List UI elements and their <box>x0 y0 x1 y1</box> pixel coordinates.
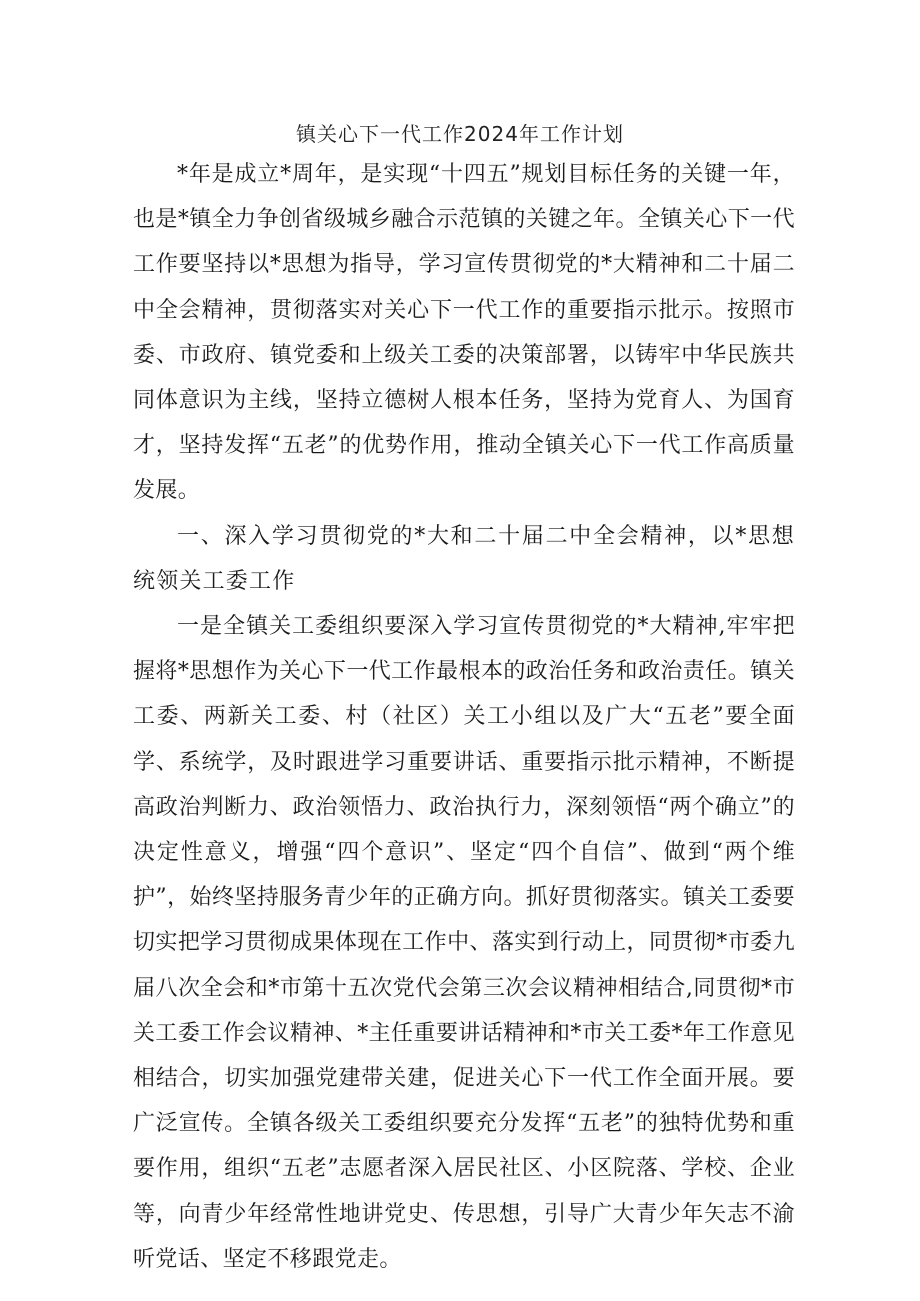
section-heading-1: 一、深入学习贯彻党的*大和二十届二中全会精神，以*思想统领关工委工作 <box>133 523 795 594</box>
intro-paragraph: *年是成立*周年，是实现“十四五”规划目标任务的关键一年，也是*镇全力争创省级城乡融合示范镇的关键之年。全镇关心下一代工作要坚持以*思想为指导，学习宣传贯彻党的*大精神和二十届二中全会精神，贯彻落实对关心下一代工作的重要指示批示。按照市委、市政府、镇党委和上级关工委的决策部署，以铸牢中华民族共同体意识为主线，坚持立德树人根本任务，坚持为党育人、为国育才，坚持发挥“五老”的优势作用，推动全镇关心下一代工作高质量发展。 <box>133 162 795 504</box>
document-body <box>133 152 795 1282</box>
document-title: 镇关心下一代工作2024年工作计划 <box>296 122 624 146</box>
section-1-paragraph: 一是全镇关工委组织要深入学习宣传贯彻党的*大精神,牢牢把握将*思想作为关心下一代工作最根本的政治任务和政治责任。镇关工委、两新关工委、村（社区）关工小组以及广大“五老”要全面学、系统学，及时跟进学习重要讲话、重要指示批示精神，不断提高政治判断力、政治领悟力、政治执行力，深刻领悟“两个确立”的决定性意义，增强“四个意识”、坚定“四个自信”、做到“两个维护”，始终坚持服务青少年的正确方向。抓好贯彻落实。镇关工委要切实把学习贯彻成果体现在工作中、落实到行动上，同贯彻*市委九届八次全会和*市第十五次党代会第三次会议精神相结合,同贯彻*市关工委工作会议精神、*主任重要讲话精神和*市关工委*年工作意见相结合，切实加强党建带关建，促进关心下一代工作全面开展。要广泛宣传。全镇各级关工委组织要充分发挥“五老”的独特优势和重要作用，组织“五老”志愿者深入居民社区、小区院落、学校、企业等，向青少年经常性地讲党史、传思想，引导广大青少年矢志不渝听党话、坚定不移跟党走。 <box>133 614 795 1272</box>
